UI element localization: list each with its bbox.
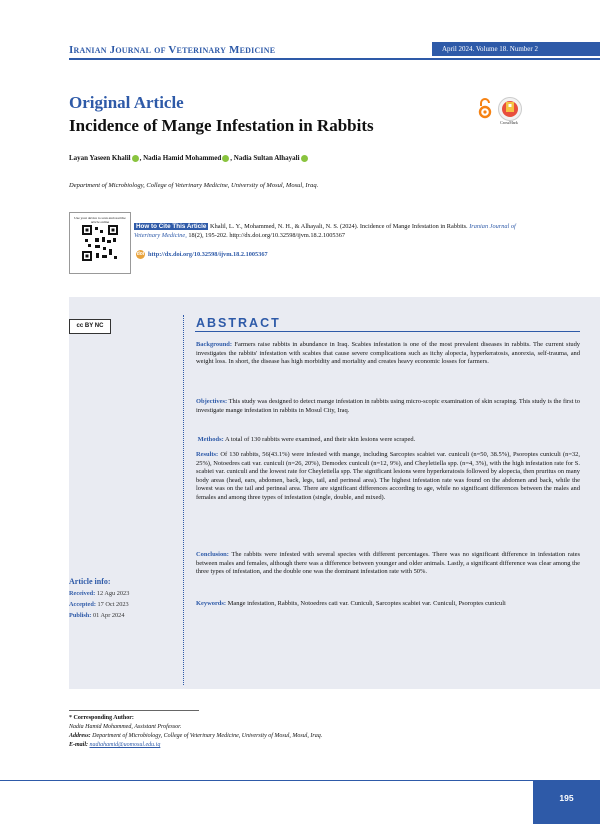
results-text: Of 130 rabbits, 56(43.1%) were infested with mange, including Sarcoptes scabiei var. cuniculi (n=50, 38.5%), Psoroptes cuniculi (n=32, 25%), Notoedres cati var. cuniculi (n=26, 20%), Demodex cuniculi (n=12, 9%), and Cheyletiella spp. (n=4, 3%), with the high infestation rate for S. scabiei var. cuniculi and the lowest rate for Cheyletiella spp. The significant lesions were hyperkeratosis followed by alopecia, then pruritus on many body areas (head, ears, abdomen, back, legs, tail, and perineal area). The highest infestation rate was found on the abdomen and back, while the lowest was on the tail and perineal area. There are significant differences according to age, while no significant differences between the males and females and among three types of infestation (single, double, and mixed).: [196, 451, 580, 501]
accepted-date: 17 Oct 2023: [97, 601, 129, 608]
publish-label: Publish:: [69, 612, 92, 619]
author-name[interactable]: Nadia Hamid Mohammed: [143, 154, 222, 162]
doi-line: [136, 250, 268, 259]
background-label: Background:: [196, 341, 233, 348]
qr-code-icon: [82, 225, 118, 261]
open-access-icon: [478, 97, 492, 119]
journal-title: Iranian Journal of Veterinary Medicine: [69, 44, 276, 56]
received-row: [69, 590, 129, 597]
qr-code-box[interactable]: [69, 212, 131, 274]
results-label: Results:: [196, 451, 219, 458]
cc-license-icon[interactable]: cc BY NC: [69, 319, 111, 334]
conclusion-label: Conclusion:: [196, 551, 229, 558]
citation-block: [134, 222, 534, 240]
abstract-methods: [196, 436, 580, 445]
citation-journal: Iranian Journal of Veterinary Medicine,: [134, 223, 516, 239]
received-date: 12 Agu 2023: [96, 590, 130, 597]
received-label: Received:: [69, 590, 96, 597]
methods-label: Methods:: [197, 436, 224, 443]
doi-link[interactable]: http://dx.doi.org/10.32598/ijvm.18.2.1005367: [148, 250, 268, 258]
accepted-label: Accepted:: [69, 601, 96, 608]
citation-details: 18(2), 195-202. http://dx.doi.org/10.32598/ijvm.18.2.1005367: [188, 232, 345, 239]
orcid-icon[interactable]: [132, 155, 139, 162]
abstract-background: [196, 341, 580, 367]
citation-label: How to Cite This Article: [136, 223, 207, 230]
corresponding-email: [69, 742, 160, 748]
author-name[interactable]: Layan Yaseen Khalil: [69, 154, 131, 162]
page-number: 195: [533, 780, 600, 824]
author-list: Layan Yaseen Khalil , Nadia Hamid Mohammed , Nadia Sultan Alhayali: [69, 154, 309, 162]
footnote-divider: [69, 710, 199, 711]
abstract-conclusion: [196, 551, 580, 577]
conclusion-text: The rabbits were infested with several species with different percentages. There was no significant difference in infestation rates between males and females, although there was a difference between younger and older animals. Lastly, a significant difference was clear among the three types of infestation, and the double one was the dominant infestation rate with 50%.: [196, 551, 580, 576]
orcid-icon[interactable]: [301, 155, 308, 162]
doi-icon: doi: [136, 251, 145, 257]
column-divider: [183, 315, 184, 685]
footer-divider: [0, 780, 533, 781]
qr-caption: Use your device to scan and read the article online: [74, 216, 126, 224]
background-text: Farmers raise rabbits in abundance in Iraq. Scabies infestation is one of the most prevalent diseases in rabbits. The current study investigates the rabbits' infestation with scabies that cause severe complications such as itchy alopecia, hyperkeratosis, anorexia, self-trauma, and weight loss. In short, the disease has high morbidity and mortality and creates heavy economic losses for farmers.: [196, 341, 581, 366]
crossmark-label: CrossMark: [500, 120, 518, 125]
email-label: E-mail:: [69, 742, 88, 748]
publish-row: [69, 612, 124, 619]
article-title: Incidence of Mange Infestation in Rabbits: [69, 116, 374, 135]
address-label: Address:: [69, 733, 91, 739]
corresponding-label: * Corresponding Author:: [69, 715, 134, 721]
article-type: Original Article: [69, 93, 184, 112]
abstract-rule: [195, 331, 580, 332]
publish-date: 01 Apr 2024: [92, 612, 125, 619]
crossmark-icon[interactable]: [498, 97, 522, 121]
issue-banner: April 2024. Volume 18. Number 2: [432, 42, 600, 56]
abstract-keywords: [196, 600, 580, 609]
article-info-heading: Article info:: [69, 577, 111, 586]
address-text: Department of Microbiology, College of Veterinary Medicine, University of Mosul, Mosul, Iraq.: [92, 733, 323, 739]
keywords-text: Mange infestation, Rabbits, Notoedres cati var. Cuniculi, Sarcoptes scabiei var. Cuniculi, Psoroptes cuniculi: [227, 600, 506, 607]
abstract-heading: ABSTRACT: [196, 316, 281, 330]
abstract-objectives: [196, 398, 580, 415]
methods-text: A total of 130 rabbits were examined, and their skin lesions were scraped.: [224, 436, 416, 443]
header-divider: [69, 58, 600, 60]
corresponding-address: [69, 733, 322, 739]
keywords-label: Keywords:: [196, 600, 227, 607]
objectives-label: Objectives:: [196, 398, 228, 405]
citation-text: Khalil, L. Y., Mohammed, N. H., & Alhayali, N. S. (2024). Incidence of Mange Infestation in Rabbits.: [210, 223, 468, 230]
orcid-icon[interactable]: [222, 155, 229, 162]
objectives-text: This study was designed to detect mange infestation in rabbits using micro-scopic examination of skin scraping. This study is the first to investigate mange infestation in rabbits in Mosul City, Iraq.: [196, 398, 580, 414]
abstract-results: [196, 451, 580, 503]
corresponding-name: Nadia Hamid Mohammed, Assistant Professor.: [69, 724, 182, 730]
email-link[interactable]: nadiahamid@uomosul.edu.iq: [89, 742, 161, 748]
accepted-row: [69, 601, 129, 608]
affiliation: Department of Microbiology, College of Veterinary Medicine, University of Mosul, Mosul, Iraq.: [69, 182, 319, 189]
author-name[interactable]: Nadia Sultan Alhayali: [233, 154, 300, 162]
